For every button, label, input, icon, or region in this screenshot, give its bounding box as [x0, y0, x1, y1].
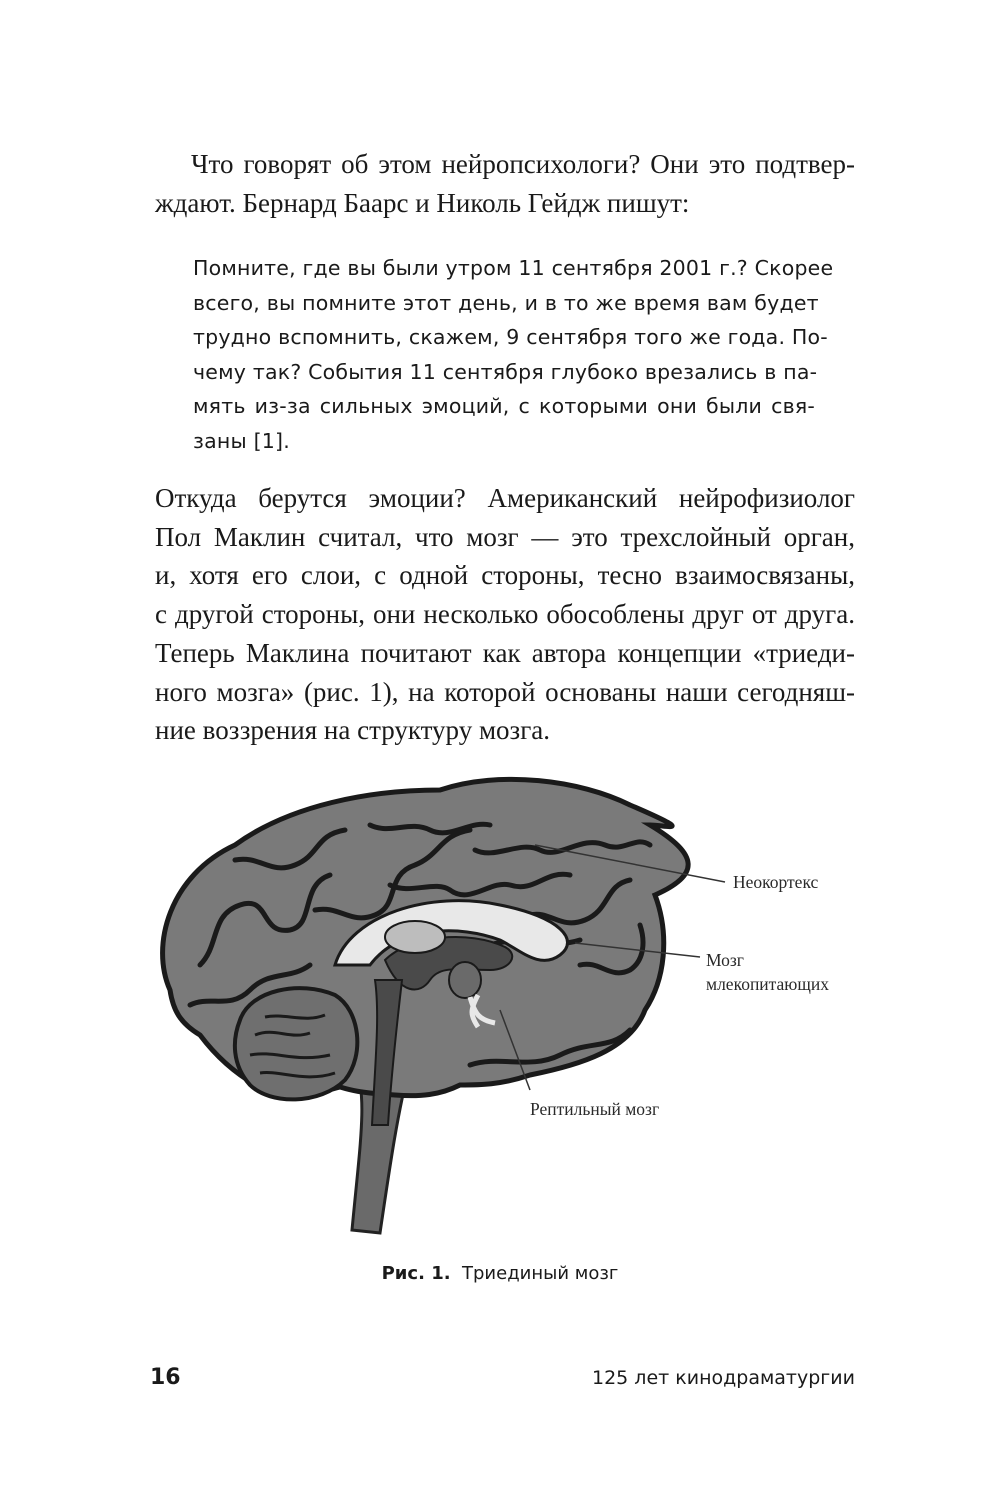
quote-line: Помните, где вы были утром 11 сентября 2001 г.? Скорее	[193, 256, 834, 280]
paragraph-maclean	[155, 479, 855, 750]
label-reptile: Рептильный мозг	[530, 1099, 660, 1119]
caption-text: Триединый мозг	[462, 1263, 619, 1284]
brain-illustration	[140, 765, 870, 1245]
label-neocortex: Неокортекс	[733, 872, 819, 892]
text-line: ждают. Бернард Баарс и Николь Гейдж пишут:	[155, 187, 690, 218]
label-mammal-line2: млекопитающих	[706, 974, 829, 994]
text-line: Пол Маклин считал, что мозг — это трехслойный орган,	[155, 521, 855, 552]
quote-line: всего, вы помните этот день, и в то же время вам будет	[193, 290, 819, 315]
quote-line: чему так? События 11 сентября глубоко врезались в па-	[193, 359, 818, 384]
triune-brain-figure	[140, 765, 870, 1245]
thalamus	[385, 921, 445, 953]
amygdala	[449, 962, 481, 998]
text-line: Что говорят об этом нейропсихологи? Они это подтвер-	[191, 149, 855, 179]
text-line: ние воззрения на структуру мозга.	[155, 715, 551, 746]
text-line: Теперь Маклина почитают как автора концепции «триеди-	[155, 637, 855, 668]
label-mammal-line1: Мозг	[706, 950, 744, 970]
running-title: 125 лет кинодраматургии	[592, 1367, 855, 1389]
caption-number: Рис. 1.	[381, 1263, 451, 1284]
figure-caption	[0, 1263, 1000, 1284]
block-quote	[193, 251, 834, 458]
quote-line: заны [1].	[193, 428, 290, 453]
quote-line: трудно вспомнить, скажем, 9 сентября того же года. По-	[193, 325, 828, 349]
text-line: с другой стороны, они несколько обособлены друг от друга.	[155, 599, 855, 630]
text-line: ного мозга» (рис. 1), на которой основаны наши сегодняш-	[155, 676, 855, 707]
text-line: и, хотя его слои, с одной стороны, тесно взаимосвязаны,	[155, 560, 855, 591]
paragraph-intro	[155, 145, 855, 222]
quote-line: мять из-за сильных эмоций, с которыми они были свя-	[193, 394, 815, 418]
page-number: 16	[150, 1365, 181, 1390]
text-line: Откуда берутся эмоции? Американский нейрофизиолог	[155, 483, 855, 513]
cerebellum	[235, 988, 357, 1099]
